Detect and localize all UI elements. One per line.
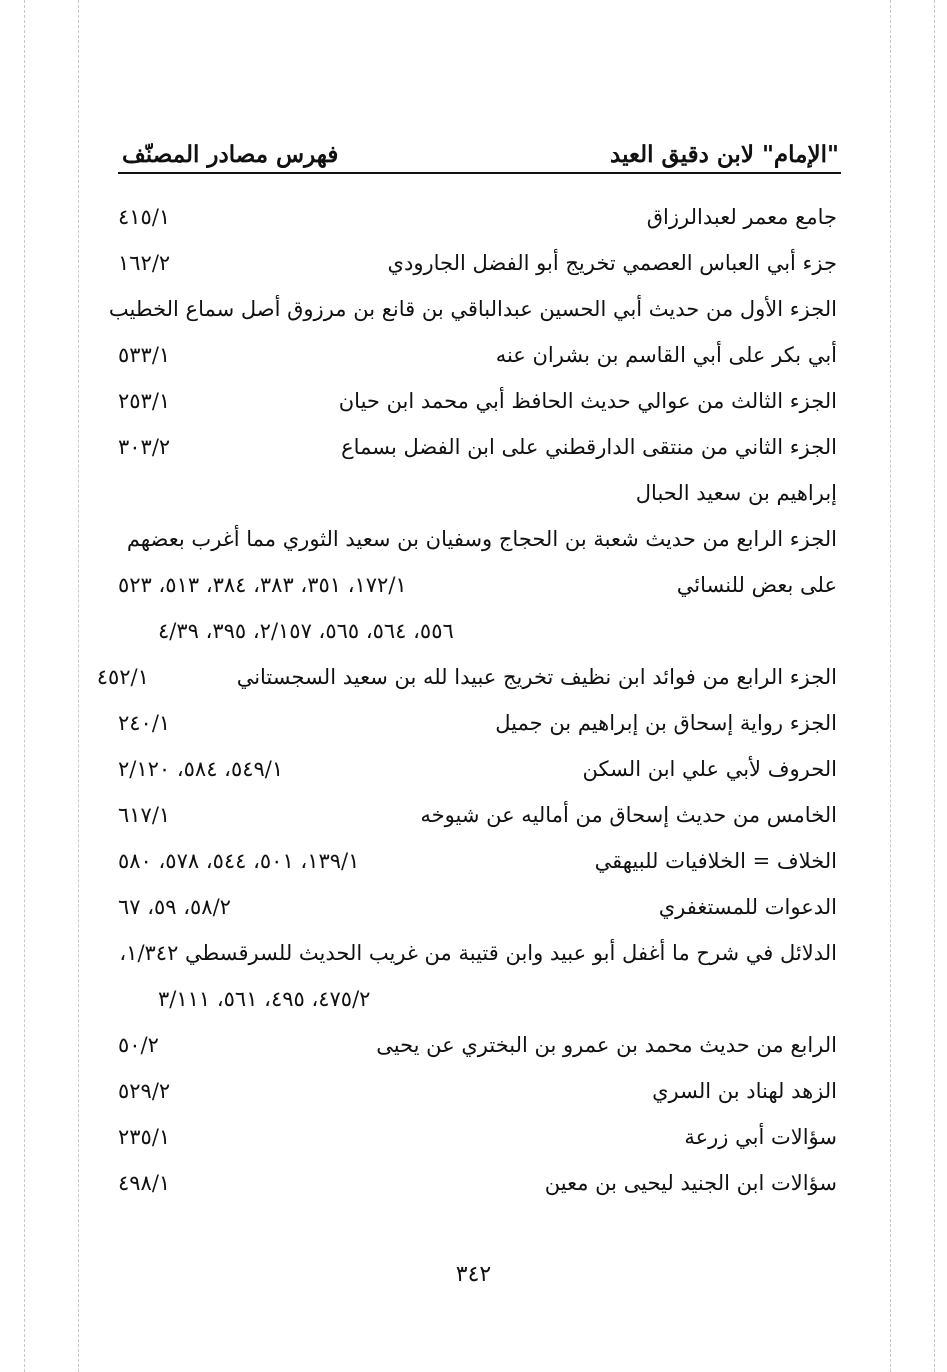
section-title: فهرس مصادر المصنّف [122,141,339,168]
index-entry: جزء أبي العباس العصمي تخريج أبو الفضل الجارودي ١٦٢/٢ [118,240,837,286]
index-entry: الجزء الثاني من منتقى الدارقطني على ابن الفضل بسماع ٣٠٣/٢ [118,424,837,470]
page-ref: ٥٣٣/١ [118,343,171,367]
page-ref: ٤٩٨/١ [118,1171,171,1195]
book-title: "الإمام" لابن دقيق العيد [610,141,839,168]
page-ref: ٥٨/٢، ٥٩، ٦٧ [118,895,231,919]
index-entry: الزهد لهناد بن السري ٥٢٩/٢ [118,1068,837,1114]
index-entry: الرابع من حديث محمد بن عمرو بن البختري عن يحيى ٥٠/٢ [118,1022,837,1068]
index-entry: سؤالات ابن الجنيد ليحيى بن معين ٤٩٨/١ [118,1160,837,1206]
page-ref: ٣٠٣/٢ [118,435,171,459]
page-ref: ١٣٩/١، ٥٠١، ٥٤٤، ٥٧٨، ٥٨٠ [118,849,360,873]
page-ref: ٢٥٣/١ [118,389,171,413]
page-ref: ٤١٥/١ [118,205,171,229]
index-entry: الدلائل في شرح ما أغفل أبو عبيد وابن قتيبة من غريب الحديث للسرقسطي ١/٣٤٢، [119,941,837,965]
index-list [96,194,837,1206]
page-ref: ٤٥٢/١ [96,665,149,689]
running-header [122,128,839,168]
index-entry: الجزء الثالث من عوالي حديث الحافظ أبي محمد ابن حيان ٢٥٣/١ [118,378,837,424]
page-ref: ٢٤٠/١ [118,711,171,735]
page-ref: ٥٤٩/١، ٥٨٤، ٢/١٢٠ [118,757,284,781]
index-entry [118,608,837,654]
header-rule [118,172,841,174]
index-entry: على بعض للنسائي ١٧٢/١، ٣٥١، ٣٨٣، ٣٨٤، ٥١٣، ٥٢٣ [118,562,837,608]
index-entry: الجزء الرابع من حديث شعبة بن الحجاج وسفيان بن سعيد الثوري مما أغرب بعضهم [126,527,837,551]
page-ref: ٥٠/٢ [118,1033,159,1057]
index-entry: الجزء الرابع من فوائد ابن نظيف تخريج عبيدا لله بن سعيد السجستاني ٤٥٢/١ [118,654,837,700]
index-entry: الجزء رواية إسحاق بن إبراهيم بن جميل ٢٤٠/١ [118,700,837,746]
index-entry [118,976,837,1022]
index-entry: أبي بكر على أبي القاسم بن بشران عنه ٥٣٣/١ [118,332,837,378]
index-entry: الخامس من حديث إسحاق من أماليه عن شيوخه ٦١٧/١ [118,792,837,838]
index-entry: جامع معمر لعبدالرزاق ٤١٥/١ [118,194,837,240]
page-ref: ١٦٢/٢ [118,251,171,275]
page-ref: ١٧٢/١، ٣٥١، ٣٨٣، ٣٨٤، ٥١٣، ٥٢٣ [118,573,407,597]
page-ref: ٥٢٩/٢ [118,1079,171,1103]
index-entry: الحروف لأبي علي ابن السكن ٥٤٩/١، ٥٨٤، ٢/١٢٠ [118,746,837,792]
index-entry: الخلاف = الخلافيات للبيهقي ١٣٩/١، ٥٠١، ٥٤٤، ٥٧٨، ٥٨٠ [118,838,837,884]
page-ref: ٥٥٦، ٥٦٤، ٥٦٥، ٢/١٥٧، ٣٩٥، ٤/٣٩ [158,619,454,643]
index-entry: الجزء الأول من حديث أبي الحسين عبدالباقي بن قانع بن مرزوق أصل سماع الخطيب [108,297,837,321]
index-entry: إبراهيم بن سعيد الحبال [635,481,837,505]
page-ref: ٤٧٥/٢، ٤٩٥، ٥٦١، ٣/١١١ [158,987,371,1011]
page-ref: ٦١٧/١ [118,803,171,827]
page-ref: ٢٣٥/١ [118,1125,171,1149]
index-entry: سؤالات أبي زرعة ٢٣٥/١ [118,1114,837,1160]
page-number: ٣٤٢ [455,1262,492,1287]
index-entry: الدعوات للمستغفري ٥٨/٢، ٥٩، ٦٧ [118,884,837,930]
